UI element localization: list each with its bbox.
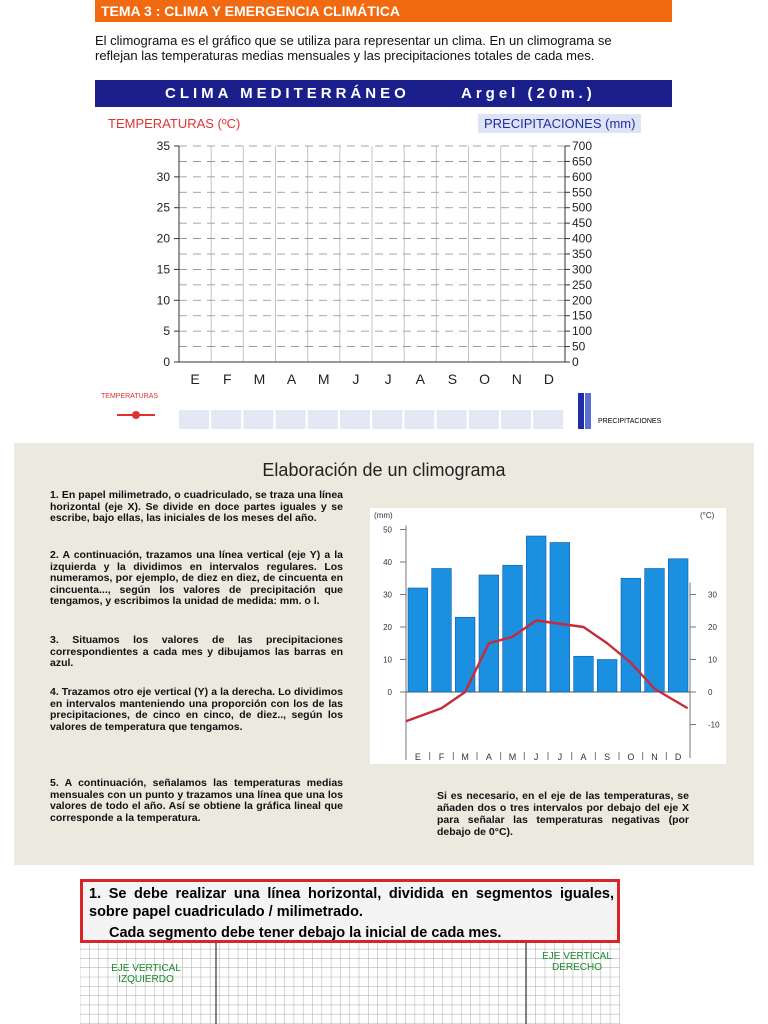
legend-empty-cell: [211, 410, 241, 429]
chart1-prec-tick-label: 150: [572, 308, 593, 323]
chart2-bar: [574, 656, 594, 692]
left-axis-label: [100, 963, 192, 985]
guide-step-5: 5. A continuación, señalamos las temperaturas medias mensuales con un punto y trazamos una línea que una los valores de todo el año. Así se obtiene la gráfica lineal que corresponde a la temperatura.: [50, 777, 343, 824]
chart1-month-label: J: [352, 371, 360, 387]
chart1-banner: [95, 80, 672, 107]
chart1-prec-tick-label: 550: [572, 185, 593, 200]
guide-step-4: 4. Trazamos otro eje vertical (Y) a la derecha. Lo dividimos en intervalos manteniendo una proporción con los de las precipitaciones, de cinco en cinco, de diez.., según los valores de temperatura que tengamos.: [50, 686, 343, 733]
legend-empty-cell: [469, 410, 499, 429]
chart1-temp-tick-label: 25: [156, 200, 170, 215]
chart2-month-label: J: [533, 752, 539, 762]
chart2-bar: [432, 569, 452, 693]
chart2-bar: [526, 536, 546, 692]
instruction-line-1: 1. Se debe realizar una línea horizontal, dividida en segmentos iguales, sobre papel cuadriculado / milimetrado.: [89, 886, 614, 920]
chart1-temp-tick-label: 20: [156, 231, 170, 246]
chart1-month-label: J: [384, 371, 392, 387]
right-axis-label: [532, 951, 622, 973]
chart2-bar: [503, 565, 523, 692]
legend-empty-cell: [179, 410, 209, 429]
chart1-month-label: D: [543, 371, 554, 387]
instruction-box: [80, 879, 620, 943]
guide-step-3: 3. Situamos los valores de las precipitaciones correspondientes a cada mes y dibujamos las barras en azul.: [50, 634, 343, 669]
chart2-temp-tick-label: 20: [708, 623, 717, 632]
chart2-month-label: O: [627, 752, 635, 762]
chart1-prec-tick-label: 250: [572, 277, 593, 292]
guide-title: Elaboración de un climograma: [262, 460, 506, 480]
legend-empty-cell: [243, 410, 273, 429]
chart1-temp-tick-label: 30: [156, 169, 170, 184]
chart2-right-axis-title: (°C): [700, 511, 715, 520]
chart2-bar: [621, 578, 641, 692]
right-axis-label-line-2: DERECHO: [551, 962, 602, 973]
legend-empty-cell: [340, 410, 370, 429]
chart1-prec-tick-label: 700: [572, 139, 593, 153]
chart2-month-label: D: [674, 752, 682, 762]
chart1-prec-tick-label: 100: [572, 324, 593, 339]
chart1-month-label: M: [317, 371, 330, 387]
chart1-temp-tick-label: 15: [156, 262, 170, 277]
chart1-month-label: N: [511, 371, 522, 387]
chart1-prec-tick-label: 0: [572, 355, 579, 369]
chart2-prec-tick-label: 50: [383, 525, 392, 535]
chart2-month-label: S: [604, 752, 611, 762]
legend-temp-dot: [132, 411, 140, 419]
left-axis-label-line-2: IZQUIERDO: [118, 974, 174, 985]
chart1-empty-climograph: [95, 107, 672, 438]
chart2-bar: [668, 559, 688, 692]
intro-line-1: El climograma es el gráfico que se utiliza para representar un clima. En un climograma se: [95, 33, 612, 48]
chart1-prec-tick-label: 200: [572, 293, 593, 308]
chart2-month-label: N: [651, 752, 658, 762]
guide-note: Si es necesario, en el eje de las temperaturas, se añaden dos o tres intervalos por debajo del eje X para señalar las temperaturas negativas (por debajo de 0°C).: [437, 790, 689, 838]
chart1-month-label: S: [447, 371, 458, 387]
example-climograph: [370, 508, 726, 764]
chart2-temp-tick-label: -10: [708, 720, 720, 730]
chart2-month-label: M: [461, 752, 469, 762]
legend-temp-label: TEMPERATURAS: [101, 393, 159, 400]
chart1-month-label: A: [415, 371, 425, 387]
chart1-prec-tick-label: 650: [572, 154, 593, 169]
chart2-month-label: F: [438, 752, 445, 762]
legend-empty-cell: [437, 410, 467, 429]
chart2-prec-tick-label: 20: [383, 623, 392, 632]
chart2-month-label: A: [485, 752, 492, 762]
chart1-month-label: A: [286, 371, 297, 387]
legend-empty-cell: [276, 410, 306, 429]
chart1-month-label: E: [190, 371, 200, 387]
chart1-climate-title: CLIMA MEDITERRÁNEO: [165, 85, 410, 102]
chart1-temp-tick-label: 35: [156, 139, 170, 153]
intro-line-2: reflejan las temperaturas medias mensuales y las precipitaciones totales de cada mes.: [95, 48, 595, 63]
chart2-prec-tick-label: 30: [383, 590, 392, 600]
legend-empty-cell: [533, 410, 563, 429]
chart2-prec-tick-label: 40: [383, 558, 392, 567]
intro-text: [95, 33, 675, 63]
chart1-prec-label: PRECIPITACIONES (mm): [478, 114, 641, 133]
chart2-month-label: A: [580, 752, 587, 762]
chart2-bar: [479, 575, 499, 692]
chart1-temp-tick-label: 5: [163, 324, 170, 339]
chart1-prec-tick-label: 500: [572, 200, 593, 215]
legend-prec-bar: [585, 393, 591, 429]
chart2-temp-tick-label: 10: [708, 655, 717, 665]
chart2-prec-tick-label: 0: [387, 688, 392, 697]
chart1-prec-tick-label: 350: [572, 247, 593, 261]
chart2-temp-tick-label: 0: [708, 688, 713, 697]
chart2-bar: [408, 588, 428, 692]
chart2-month-label: E: [414, 752, 421, 762]
chart2-bar: [550, 543, 570, 693]
chart1-month-label: F: [222, 371, 232, 387]
chart2-bar: [597, 660, 617, 693]
chart1-prec-tick-label: 300: [572, 262, 593, 277]
chart2-bar: [645, 569, 665, 693]
legend-empty-cell: [404, 410, 434, 429]
left-axis-label-line-1: EJE VERTICAL: [111, 963, 181, 974]
legend-empty-cell: [372, 410, 402, 429]
right-axis-label-line-1: EJE VERTICAL: [542, 951, 612, 962]
chart1-prec-tick-label: 400: [572, 231, 593, 246]
instruction-line-2: Cada segmento debe tener debajo la inicial de cada mes.: [109, 925, 502, 941]
chart1-prec-tick-label: 450: [572, 216, 593, 231]
chart2-prec-tick-label: 10: [383, 655, 392, 665]
chart2-month-label: J: [557, 752, 563, 762]
legend-prec-bar: [578, 393, 584, 429]
chart1-temp-label: TEMPERATURAS (ºC): [108, 116, 241, 131]
chart1-location: Argel (20m.): [461, 85, 596, 102]
legend-prec-label: PRECIPITACIONES: [598, 418, 662, 425]
chart1-prec-tick-label: 600: [572, 169, 593, 184]
chart2-temp-tick-label: 30: [708, 590, 717, 600]
chart1-month-label: O: [479, 371, 491, 387]
chart2-month-label: M: [508, 752, 517, 762]
chart1-month-label: M: [253, 371, 266, 387]
legend-empty-cell: [501, 410, 531, 429]
legend-empty-cell: [308, 410, 338, 429]
chart1-temp-tick-label: 0: [163, 355, 170, 369]
chart1-temp-tick-label: 10: [156, 293, 170, 308]
guide-step-2: 2. A continuación, trazamos una línea vertical (eje Y) a la izquierda y la dividimos en intervalos regulares. Los numeramos, por ejemplo, de diez en diez, de cincuenta en cincuenta..., según los valores de precipitación que tengamos, y escribimos la unidad de medida: mm. o l.: [50, 549, 343, 607]
chart2-bar: [455, 617, 475, 692]
guide-step-1: 1. En papel milimetrado, o cuadriculado, se traza una línea horizontal (eje X). Se divide en doce partes iguales y se escribe, bajo ellas, las iniciales de los meses del año.: [50, 489, 343, 524]
chart2-left-axis-title: (mm): [374, 511, 393, 520]
chart1-prec-tick-label: 50: [572, 339, 586, 354]
topic-header: TEMA 3 : CLIMA Y EMERGENCIA CLIMÁTICA: [95, 0, 672, 22]
